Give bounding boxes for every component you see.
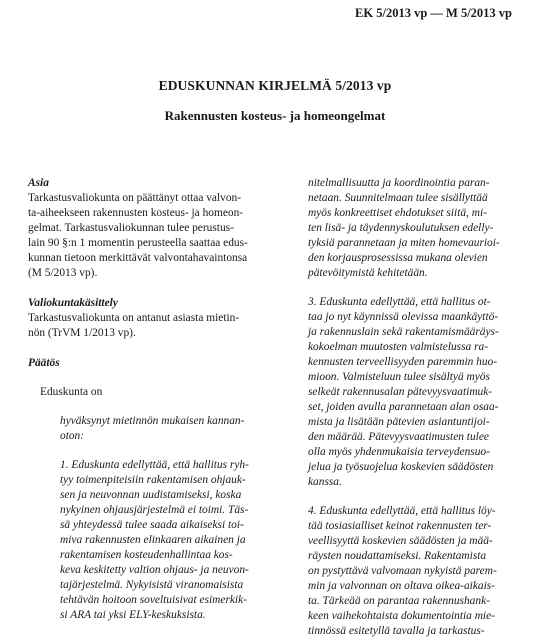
text-line: lain 90 §:n 1 momentin perusteella saattaa edus- xyxy=(28,237,248,249)
text-line: kennusten terveellisyyden paremmin huo- xyxy=(308,356,498,368)
text-line: pätevöitymistä kehitetään. xyxy=(308,267,428,279)
section-heading-paatos: Päätös xyxy=(28,357,60,369)
right-column xyxy=(308,176,518,639)
text-line: 4. Eduskunta edellyttää, että hallitus löy- xyxy=(308,505,496,517)
paatos-item-4 xyxy=(308,504,518,639)
section-heading-asia: Asia xyxy=(28,177,49,189)
text-line: gelmat. Tarkastusvaliokunnan tulee perustus- xyxy=(28,222,234,234)
section-heading-valiokuntakasittely: Valiokuntakäsittely xyxy=(28,297,118,309)
page-reference: EK 5/2013 vp — M 5/2013 vp xyxy=(355,6,512,20)
text-line: räysten noudattamiseksi. Rakentamista xyxy=(308,550,487,562)
text-line: den määrää. Pätevyysvaatimusten tulee xyxy=(308,431,489,443)
text-line: den korjausprosessissa mukana olevien xyxy=(308,252,488,264)
item-2-continuation xyxy=(308,176,518,281)
text-line: mista ja lisätään pätevien asiantuntijoi- xyxy=(308,416,490,428)
text-line: hyväksynyt mietinnön mukaisen kannan- xyxy=(60,415,245,427)
text-line: olla myös yhdenmukaisia terveydensuo- xyxy=(308,446,490,458)
text-line: keen vaihekohtaista dokumentointia mie- xyxy=(308,610,495,622)
text-line: ten lisä- ja täydennyskoulutuksen edelly- xyxy=(308,222,494,234)
text-line: mioon. Valmisteluun tulee sisältyä myös xyxy=(308,371,490,383)
text-line: kunnan tietoon merkittävät valvontahavaintonsa xyxy=(28,252,248,264)
text-line: si ARA tai yksi ELY-keskuksista. xyxy=(60,609,206,621)
text-line: ja rakennuslain sekä rakentamismääräys- xyxy=(308,326,499,338)
text-line: nykyinen ohjausjärjestelmä ei toimi. Täs- xyxy=(60,504,249,516)
text-line: tää tosiasialliset keinot rakennusten ter- xyxy=(308,520,492,532)
document-title: EDUSKUNNAN KIRJELMÄ 5/2013 vp xyxy=(158,78,392,93)
left-column xyxy=(28,176,272,623)
text-line: tyy toimenpiteisiin rakentamisen ohjauk- xyxy=(60,474,246,486)
text-line: rakentamisen kosteudenhallintaa kos- xyxy=(60,549,233,561)
text-line: Tarkastusvaliokunta on päättänyt ottaa valvon- xyxy=(28,192,242,204)
text-line: set, joiden avulla parannetaan alan osaa- xyxy=(308,401,499,413)
paatos-item-1 xyxy=(60,458,272,623)
paatos-declaration xyxy=(60,414,272,444)
text-line: on pystyttävä valvomaan nykyistä parem- xyxy=(308,565,497,577)
text-line: sä yhteydessä tulee saada aikaiseksi toi- xyxy=(60,519,244,531)
text-line: Tarkastusvaliokunta on antanut asiasta mietin- xyxy=(28,312,240,324)
text-line: miva rakennusten elinkaaren aikainen ja xyxy=(60,534,246,546)
text-line: myös konkreettiset ehdotukset siitä, mi- xyxy=(308,207,487,219)
text-line: ta. Tärkeää on parantaa rakennushank- xyxy=(308,595,490,607)
asia-paragraph xyxy=(28,191,272,281)
text-line: 3. Eduskunta edellyttää, että hallitus ot- xyxy=(308,296,491,308)
paatos-item-3 xyxy=(308,295,518,490)
text-line: 1. Eduskunta edellyttää, että hallitus ryh- xyxy=(60,459,249,471)
text-line: tajärjestelmä. Nykyisistä viranomaisista xyxy=(60,579,244,591)
text-line: sen ja neuvonnan uudistamiseksi, koska xyxy=(60,489,242,501)
text-line: nitelmallisuutta ja koordinointia paran- xyxy=(308,177,490,189)
text-line: selkeät rakennusalan pätevyysvaatimuk- xyxy=(308,386,493,398)
kasittely-paragraph xyxy=(28,311,272,341)
text-line: min ja valvonnan on oltava oikea-aikais- xyxy=(308,580,495,592)
text-line: tinnössä esitetyllä tavalla ja tarkastus- xyxy=(308,625,485,637)
text-line: tehtävän hoitoon soveltuisivat esimerkik- xyxy=(60,594,247,606)
text-line: (M 5/2013 vp). xyxy=(28,267,98,279)
text-line: kokoelman muutosten valmistelussa ra- xyxy=(308,341,489,353)
paatos-intro: Eduskunta on xyxy=(40,386,103,398)
text-line: tyksiä parannetaan ja miten homevaurioi- xyxy=(308,237,500,249)
text-line: kanssa. xyxy=(308,476,342,488)
text-line: jelua ja työsuojelua koskevien säädösten xyxy=(308,461,494,473)
text-line: netaan. Suunnitelmaan tulee sisällyttää xyxy=(308,192,488,204)
document-subtitle: Rakennusten kosteus- ja homeongelmat xyxy=(164,108,386,123)
text-line: veellisyyttä koskevien säädösten ja mää- xyxy=(308,535,493,547)
text-line: ta-aiheekseen rakennusten kosteus- ja homeon- xyxy=(28,207,244,219)
text-line: keva keskitetty valtion ohjaus- ja neuvon- xyxy=(60,564,249,576)
text-line: nön (TrVM 1/2013 vp). xyxy=(28,327,136,339)
text-line: taa jo nyt käynnissä olevissa maankäyttö- xyxy=(308,311,499,323)
text-line: oton: xyxy=(60,430,85,442)
